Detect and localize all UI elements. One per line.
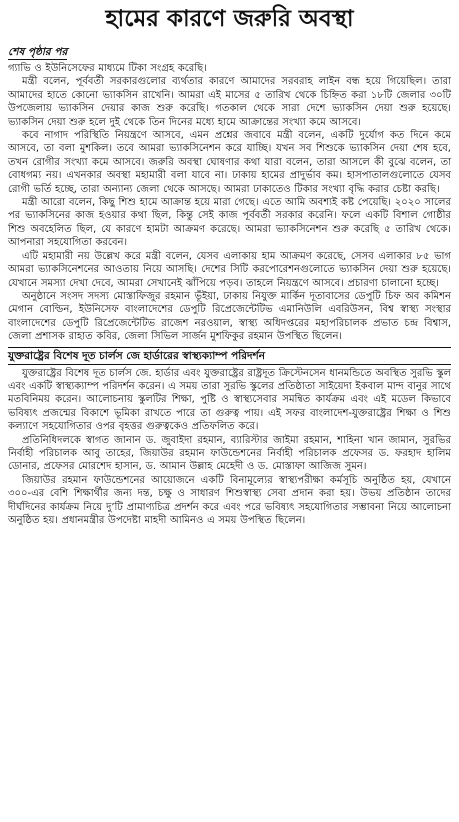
article-paragraph: অনুষ্ঠানে সংসদ সদস্য মোস্তাফিজুর রহমান ভূঁইয়া, ঢাকায় নিযুক্ত মার্কিন দূতাবাসের ডেপুটি চিফ অব কমিশন মেগান বোল্ডিন, ইউনিসেফ বাংলাদেশের ডেপুটি রিপ্রেজেন্টেটিভ এমানিউলি এবরিউসন, বিশ্ব স্বাস্থ্য সংস্থার বাংলাদেশের ডেপুটি রিপ্রেজেন্টেটিভ রাজেশ নরওয়াল, স্বাস্থ্য অধিদপ্তরের মহাপরিচালক প্রভাত চন্দ্র বিশ্বাস, জেলা প্রশাসক রাহাত কবির, জেলা সিভিল সার্জন মুশফিকুর রহমান উপস্থিত ছিলেন। [8, 290, 451, 343]
article-paragraph: মন্ত্রী বলেন, পূর্ববর্তী সরকারগুলোর ব্যর্থতার কারণে আমাদের সরবরাহ লাইন বন্ধ হয়ে গিয়েছিল। তারা আমাদের হাতে কোনো ভ্যাকসিন রাখেনি। আমরা এই মাসের ৫ তারিখ থেকে চিহ্নিত করা ১৮টি জেলার ৩০টি উপজেলায় ভ্যাকসিন দেয়ার কাজ শুরু করেছি। গতকাল থেকে সারা দেশে ভ্যাকসিন দেয়া শুরু হয়েছে। ভ্যাকসিন দেয়া শুরু হলে দুই থেকে তিন দিনের মধ্যে হামে আক্রান্তের সংখ্যা কমে আসবে। [8, 76, 451, 128]
article-paragraph: জিয়াউর রহমান ফাউন্ডেশনের আয়োজনে একটি বিনামূল্যের স্বাস্থ্যপরীক্ষা কর্মসূচি অনুষ্ঠিত হয়, যেখানে ৩০০-এর বেশি শিক্ষার্থীর জন্য দন্ত, চক্ষু ও সাধারণ শিশুস্বাস্থ্য সেবা প্রদান করা হয়। উভয় প্রতিষ্ঠান তাদের দীর্ঘদিনের কার্যক্রম নিয়ে দু’টি প্রামাণ্যচিত্র প্রদর্শন করে এবং পরে ভবিষ্যৎ সহযোগিতার সম্ভাবনা নিয়ে আলোচনা অনুষ্ঠিত হয়। প্রধানমন্ত্রীর উপদেষ্টা মাহদী আমিনও এ সময় উপস্থিত ছিলেন। [8, 474, 451, 526]
headline: হামের কারণে জরুরি অবস্থা [105, 5, 354, 32]
article-paragraph: প্রতিনিধিদলকে স্বাগত জানান ড. জুবাইদা রহমান, ব্যারিস্টার জাইমা রহমান, শাহিনা খান জামান, সুরভির নির্বাহী পরিচালক আবু তাহের, জিয়াউর রহমান ফাউন্ডেশনের নির্বাহী পরিচালক প্রফেসর ড. ফরহাদ হালিম ডোনার, প্রফেসর মোরশেদ হাসান, ড. আমান উল্লাহ মেহেদী ও ড. মোস্তাফা আজিজ সুমন। [8, 434, 451, 473]
subheading: যুক্তরাষ্ট্রের বিশেষ দূত চার্লস জে হার্ডারের স্বাস্থ্যক্যাম্প পরিদর্শন [8, 347, 451, 365]
article-paragraph: গ্যাভি ও ইউনিসেফের মাধ্যমে টিকা সংগ্রহ করেছি। [8, 63, 207, 74]
article-paragraph: কবে নাগাদ পরিস্থিতি নিয়ন্ত্রণে আসবে, এমন প্রশ্নের জবাবে মন্ত্রী বলেন, একটি দুর্যোগ কত দিনে কমে আসবে, তা বলা মুশকিল। তবে আমরা ভ্যাকসিনেশন করে যাচ্ছি। যখন সব শিশুকে ভ্যাকসিন দেয়া শেষ হবে, তখন রোগীর সংখ্যা কমে আসবে। জরুরি অবস্থা ঘোষণার কথা যারা বলেন, তারা আসলে কী বুঝে বলেন, তা বোধগম্য নয়। এখনকার অবস্থা মহামারী বলা যাবে না। ঢাকায় হামের প্রাদুর্ভাব কম। হাসপাতালগুলোতে যেসব রোগী ভর্তি হচ্ছে, তারা অন্যান্য জেলা থেকে আসছে। আমরা ঢাকাতেও টিকার সংখ্যা বৃদ্ধি করার চেষ্টা করছি। [8, 130, 451, 195]
article-paragraph: এটি মহামারী নয় উল্লেখ করে মন্ত্রী বলেন, যেসব এলাকায় হাম আক্রমণ করেছে, সেসব এলাকার ৮৫ ভাগ আমরা ভ্যাকসিনেশনের আওতায় নিয়ে আসছি। দেশের সিটি করপোরেশনগুলোতে ভ্যাকসিন দেয়া শুরু হয়েছে। যেখানে সমস্যা দেখা দেবে, আমরা সেখানেই ঝাঁপিয়ে পড়ব। তাহলে নিয়ন্ত্রণে আসবে। প্রচারণা চালানো হচ্ছে। [8, 250, 451, 289]
continued-label: শেষ পৃষ্ঠার পর [8, 46, 68, 58]
article-paragraph: যুক্তরাষ্ট্রের বিশেষ দূত চার্লস জে. হার্ডার এবং যুক্তরাষ্ট্রের রাষ্ট্রদূত ক্রিস্টেনসেন ধানমন্ডিতে অবস্থিত সুরভি স্কুল এবং একটি স্বাস্থ্যক্যাম্প পরিদর্শন করেন। এ সময় তারা সুরভি স্কুলের প্রতিষ্ঠাতা সাইয়েদা ইকবাল মান্দ বানুর সাথে মতবিনিময় করেন। আলোচনায় স্কুলটির শিক্ষা, পুষ্টি ও স্বাস্থ্যসেবার সমন্বিত কার্যক্রম এবং এই মডেল কিভাবে ভবিষ্যৎ প্রজন্মের বিকাশে ভূমিকা রাখতে পারে তা গুরুত্ব পায়। এই সফর বাংলাদেশ-যুক্তরাষ্ট্রের শিক্ষা ও শিশু কল্যাণে সহযোগিতার ওপর বৃহত্তর গুরুত্বকেও প্রতিফলিত করে। [8, 367, 451, 433]
article-paragraph: মন্ত্রী আরো বলেন, কিছু শিশু হামে আক্রান্ত হয়ে মারা গেছে। এতে আমি অবশ্যই কষ্ট পেয়েছি। ২০২০ সালের পর ভ্যাকসিনের কাজ হওয়ার কথা ছিল, কিন্তু সেই কাজ পূর্ববর্তী সরকার করেনি। ফলে একটি বিশাল গোষ্ঠীর শিশু অবহেলিত ছিল, যে কারণে হামটা আক্রমণ করেছে। আমরা ভ্যাকসিনেশন শুরু করেছি ৫ তারিখ থেকে। আপনারা সহযোগিতা করবেন। [8, 197, 451, 249]
